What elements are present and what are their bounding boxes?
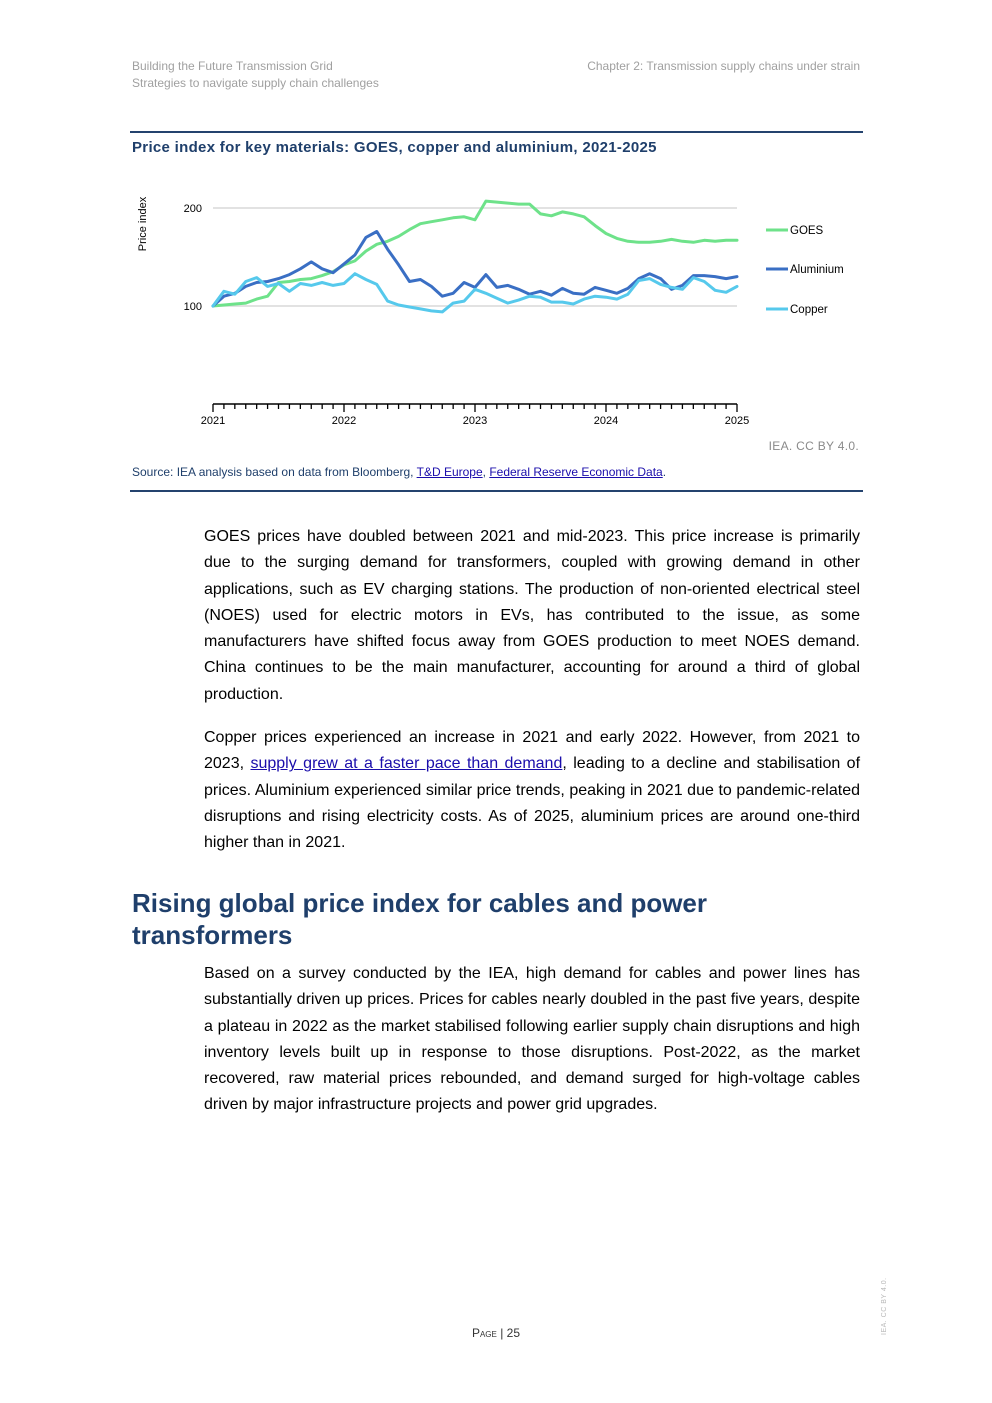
paragraph-cables: Based on a survey conducted by the IEA, high demand for cables and power lines has substantially driven up prices. Prices for cables nearly doubled in the past five years, despite a plateau in 2022 as the market stabilised following earlier supply chain disruptions and high inventory levels built up in response to those disruptions. Post-2022, as the market recovered, raw material prices rebounded, and demand surged for high-voltage cables driven by major infrastructure projects and power grid upgrades. [204, 965, 860, 1114]
source-separator: , [482, 465, 490, 479]
x-tick-label: 2021 [200, 415, 226, 427]
figure-bottom-rule [130, 490, 863, 492]
x-tick-label: 2022 [331, 415, 357, 427]
chart-legend [766, 225, 844, 316]
chart-series [213, 201, 737, 312]
page-footer [0, 1326, 992, 1340]
figure-credit: IEA. CC BY 4.0. [768, 439, 859, 453]
chapter-title: Chapter 2: Transmission supply chains under strain [587, 59, 860, 73]
y-axis-ticks [184, 203, 202, 313]
y-tick-label: 200 [183, 203, 202, 215]
paragraph-goes: GOES prices have doubled between 2021 and mid-2023. This price increase is primarily due to the surging demand for transformers, coupled with growing demand in other applications, such as EV charging stations. The production of non-oriented electrical steel (NOES) used for electric motors in EVs, has contributed to the issue, as some manufacturers have shifted focus away from GOES production to meet NOES demand. China continues to be the main manufacturer, accounting for around a third of global production. [204, 528, 860, 703]
y-tick-label: 100 [183, 301, 202, 313]
x-tick-label: 2024 [593, 415, 619, 427]
figure-title: Price index for key materials: GOES, copper and aluminium, 2021-2025 [132, 139, 657, 156]
paragraph-copper-text-2: , leading to a decline and stabilisation of prices. Aluminium experienced similar price trends, peaking in 2021 due to pandemic-related disruptions and rising electricity costs. As of 2025, aluminium prices are around one-third higher than in 2021. [204, 755, 861, 852]
figure-source [132, 465, 666, 479]
supply-demand-link[interactable]: supply grew at a faster pace than demand [250, 755, 563, 773]
paragraph-copper-aluminium [204, 725, 860, 856]
x-tick-label: 2023 [462, 415, 488, 427]
running-header-left [132, 58, 379, 92]
y-axis-label: Price index [137, 196, 149, 252]
page-number: 25 [506, 1326, 521, 1340]
source-text: Source: IEA analysis based on data from Bloomberg, [132, 465, 417, 479]
page-label: Page [471, 1326, 497, 1340]
side-credit: IEA. CC BY 4.0. [881, 1277, 888, 1335]
paragraph-copper-text-1: Copper prices experienced an increase in 2021 and early 2022. However, from 2021 to 2023, [204, 729, 860, 773]
legend-label-aluminium: Aluminium [790, 264, 844, 276]
price-index-chart [130, 180, 863, 435]
x-axis [201, 404, 749, 427]
source-link-fred[interactable]: Federal Reserve Economic Data [489, 465, 663, 479]
source-link-td-europe[interactable]: T&D Europe [416, 465, 483, 479]
document-subtitle: Strategies to navigate supply chain challenges [132, 76, 379, 90]
legend-label-goes: GOES [790, 225, 824, 237]
page-separator: | [496, 1326, 507, 1340]
legend-label-copper: Copper [790, 304, 828, 316]
source-suffix: . [662, 465, 667, 479]
figure-top-rule [130, 131, 863, 133]
section-heading: Rising global price index for cables and power transformers [132, 888, 708, 950]
x-tick-label: 2025 [724, 415, 750, 427]
document-title: Building the Future Transmission Grid [132, 59, 333, 73]
